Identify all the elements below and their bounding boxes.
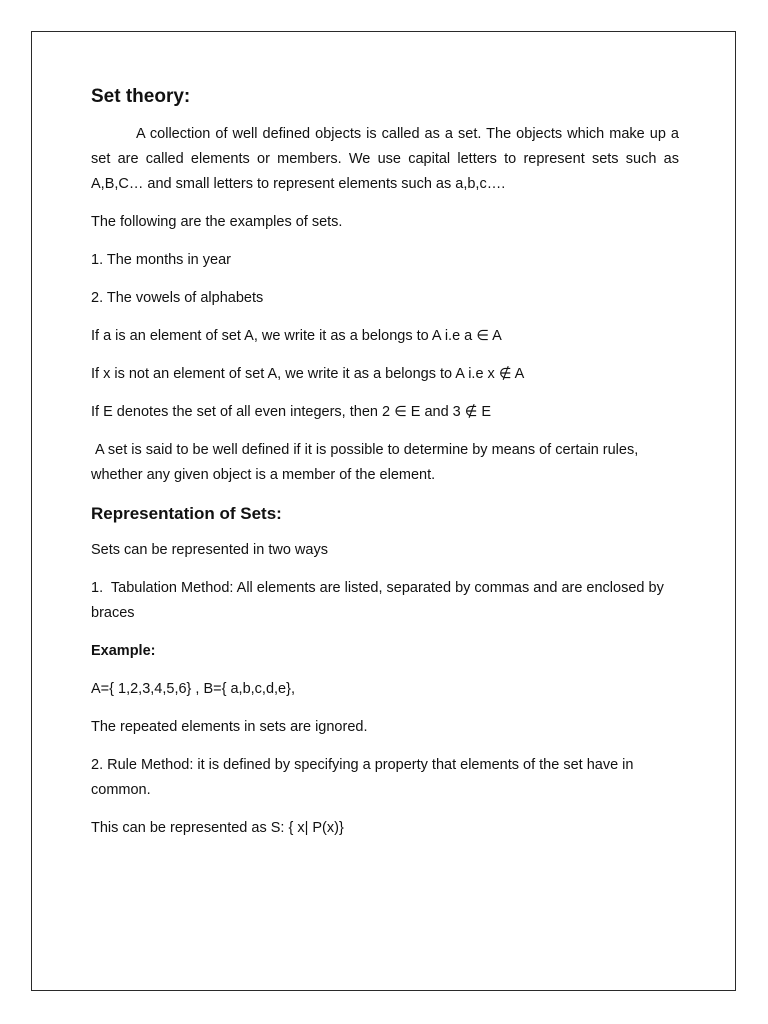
document-body (91, 84, 679, 854)
examples-intro: The following are the examples of sets. (91, 214, 343, 230)
document-page (31, 31, 736, 991)
example-label: Example: (91, 643, 156, 659)
rule-representation: This can be represented as S: { x| P(x)} (91, 820, 344, 836)
section-heading: Representation of Sets: (91, 504, 282, 523)
repeated-note: The repeated elements in sets are ignored. (91, 719, 368, 735)
even-integers-statement: If E denotes the set of all even integers, then 2 ∈ E and 3 ∉ E (91, 404, 492, 420)
example-item-1: 1. The months in year (91, 252, 231, 268)
tabulation-paragraph: 1. Tabulation Method: All elements are listed, separated by commas and are enclosed by braces (91, 580, 668, 621)
member-statement: If a is an element of set A, we write it as a belongs to A i.e a ∈ A (91, 328, 502, 344)
ways-paragraph: Sets can be represented in two ways (91, 542, 328, 558)
rule-method-paragraph: 2. Rule Method: it is defined by specifying a property that elements of the set have in common. (91, 757, 634, 798)
well-defined-paragraph: A set is said to be well defined if it is possible to determine by means of certain rules, whether any given object is a member of the element. (91, 442, 643, 483)
example-item-2: 2. The vowels of alphabets (91, 290, 264, 306)
example-sets: A={ 1,2,3,4,5,6} , B={ a,b,c,d,e}, (91, 681, 295, 697)
intro-paragraph: A collection of well defined objects is called as a set. The objects which make up a set are called elements or members. We use capital letters to represent sets such as A,B,C… and small letters to represent elements such as a,b,c…. (91, 126, 679, 192)
nonmember-statement: If x is not an element of set A, we write it as a belongs to A i.e x ∉ A (91, 366, 525, 382)
page-title: Set theory: (91, 86, 191, 107)
